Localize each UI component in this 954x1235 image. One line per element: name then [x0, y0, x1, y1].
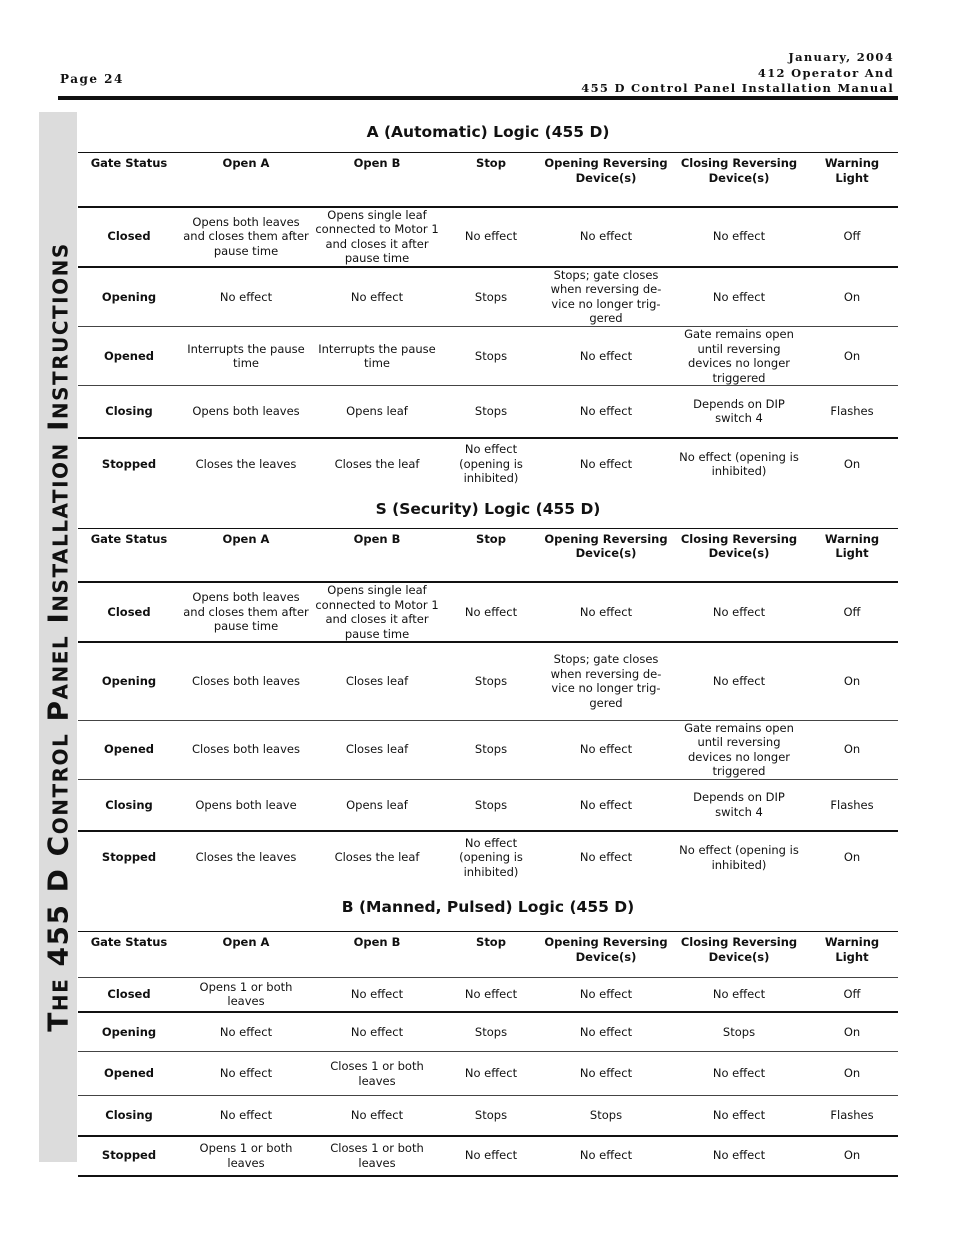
- table-cell: On: [843, 456, 861, 471]
- table-cell: Stops: [474, 742, 508, 757]
- table-cell: No effect: [579, 850, 633, 865]
- table-row: [78, 1012, 898, 1052]
- column-header: Gate Status: [90, 935, 168, 949]
- section-title: A (Automatic) Logic (455 D): [366, 123, 610, 141]
- table-cell: No effect: [712, 1108, 766, 1122]
- table-cell: No effect: [579, 604, 633, 619]
- table-cell: No effect: [219, 1066, 273, 1081]
- gate-status-cell: Opening: [101, 674, 157, 688]
- table-cell: No effect: [579, 797, 633, 812]
- gate-status-cell: Opened: [103, 742, 155, 757]
- column-header: Open B: [353, 531, 401, 546]
- table-row: [78, 207, 898, 267]
- column-header: Closing Reversing Device(s): [680, 156, 798, 185]
- table-cell: On: [843, 289, 861, 304]
- table-cell: No effect (opening is inhibited): [459, 835, 523, 879]
- column-header: Opening Reversing Device(s): [544, 156, 668, 185]
- table-cell: No effect: [579, 348, 633, 363]
- table-cell: No effect: [579, 404, 633, 418]
- table-cell: Gate remains open until reversing devices no longer triggered: [684, 720, 794, 778]
- table-cell: Stops: [474, 797, 508, 812]
- header-line-2: 412 Operator And: [757, 65, 894, 80]
- column-header: Stop: [476, 531, 506, 546]
- table-cell: No effect: [350, 1024, 404, 1039]
- table-cell: Stops; gate closes when reversing de-vice no longer trig-gered: [550, 267, 662, 326]
- column-header: Open A: [222, 156, 270, 170]
- table-cell: On: [843, 1024, 861, 1039]
- table-cell: Flashes: [830, 1108, 874, 1122]
- table-cell: No effect (opening is inhibited): [679, 843, 799, 872]
- table-cell: Closes the leaves: [195, 850, 297, 865]
- table-cell: Stops: [474, 674, 508, 688]
- table-cell: Closes 1 or both leaves: [330, 1059, 424, 1088]
- table-cell: No effect: [219, 1108, 273, 1122]
- table-cell: Stops: [474, 404, 508, 418]
- gate-status-cell: Closed: [107, 604, 151, 619]
- table-row: [78, 1136, 898, 1176]
- table-cell: Gate remains open until reversing devices no longer triggered: [684, 327, 794, 385]
- section-title: B (Manned, Pulsed) Logic (455 D): [341, 898, 635, 916]
- table-cell: Flashes: [830, 404, 874, 418]
- table-cell: No effect: [712, 1066, 766, 1081]
- table-cell: On: [843, 674, 861, 688]
- table-cell: No effect: [464, 1148, 518, 1163]
- gate-status-cell: Closed: [107, 229, 151, 244]
- column-header: Opening Reversing Device(s): [544, 935, 668, 964]
- logic-table: [78, 152, 898, 490]
- table-cell: Interrupts the pause time: [318, 341, 436, 370]
- table-cell: Off: [843, 229, 861, 244]
- table-cell: Stops: [589, 1108, 623, 1122]
- table-cell: No effect: [579, 1024, 633, 1039]
- table-cell: Stops: [474, 289, 508, 304]
- table-cell: Opens 1 or both leaves: [199, 979, 293, 1009]
- section-title: S (Security) Logic (455 D): [375, 499, 601, 518]
- table-cell: Closes both leaves: [192, 674, 300, 688]
- table-cell: No effect: [579, 229, 633, 244]
- table-cell: Stops; gate closes when reversing de-vice no longer trig-gered: [550, 652, 662, 710]
- table-cell: No effect: [579, 1148, 633, 1163]
- table-row: [78, 1096, 898, 1136]
- table-cell: Opens both leaves and closes them after pause time: [183, 214, 309, 258]
- table-cell: Depends on DIP switch 4: [693, 790, 785, 819]
- table-cell: On: [843, 1148, 861, 1163]
- table-cell: Closes leaf: [345, 742, 409, 757]
- table-cell: No effect: [350, 289, 404, 304]
- table-row: [78, 978, 898, 1012]
- gate-status-cell: Stopped: [101, 850, 157, 865]
- column-header: Gate Status: [90, 531, 168, 546]
- gate-status-cell: Stopped: [101, 456, 157, 471]
- table-cell: No effect: [219, 1024, 273, 1039]
- table-cell: No effect: [579, 987, 633, 1001]
- header-date: January, 2004: [788, 50, 894, 64]
- table-row: [78, 267, 898, 327]
- table-row: [78, 438, 898, 490]
- table-cell: Closes the leaf: [334, 456, 420, 471]
- running-header: [581, 50, 894, 97]
- table-row: [78, 720, 898, 779]
- table-cell: No effect: [464, 1066, 518, 1081]
- table-cell: No effect: [579, 742, 633, 757]
- table-cell: On: [843, 1066, 861, 1081]
- column-header: Warning Light: [824, 935, 880, 964]
- table-cell: Opens both leaves and closes them after pause time: [183, 590, 309, 634]
- table-cell: Closes the leaf: [334, 850, 420, 865]
- gate-status-cell: Opening: [101, 289, 157, 304]
- table-cell: Opens 1 or both leaves: [199, 1141, 293, 1170]
- table-cell: On: [843, 742, 861, 757]
- logic-table: [78, 931, 898, 1177]
- column-header: Stop: [476, 156, 506, 170]
- table-cell: Closes the leaves: [195, 456, 297, 471]
- table-row: [78, 779, 898, 831]
- table-row: [78, 386, 898, 438]
- table-cell: Stops: [474, 1024, 508, 1039]
- table-row: [78, 1052, 898, 1096]
- table-cell: No effect: [219, 289, 273, 304]
- table-row: [78, 327, 898, 386]
- table-cell: Stops: [474, 1108, 508, 1122]
- gate-status-cell: Opened: [103, 1066, 155, 1081]
- column-header: Warning Light: [824, 531, 880, 560]
- gate-status-cell: Closing: [105, 404, 153, 418]
- table-cell: Stops: [722, 1024, 756, 1039]
- table-cell: Closes leaf: [345, 674, 409, 688]
- gate-status-cell: Closing: [105, 797, 153, 812]
- table-row: [78, 642, 898, 720]
- page-number: Page 24: [60, 72, 124, 86]
- table-cell: No effect: [464, 987, 518, 1001]
- header-line-3: 455 D Control Panel Installation Manual: [581, 81, 894, 95]
- column-header: Closing Reversing Device(s): [680, 935, 798, 964]
- table-cell: Off: [843, 604, 861, 619]
- column-header: Opening Reversing Device(s): [544, 531, 668, 560]
- table-cell: No effect: [712, 604, 766, 619]
- table-cell: No effect: [350, 1108, 404, 1122]
- table-cell: No effect: [350, 987, 404, 1001]
- table-cell: No effect: [464, 604, 518, 619]
- column-header: Gate Status: [90, 156, 168, 170]
- gate-status-cell: Opening: [101, 1024, 157, 1039]
- table-cell: Opens leaf: [346, 404, 408, 418]
- table-cell: Opens both leave: [195, 797, 297, 812]
- table-cell: No effect (opening is inhibited): [679, 449, 799, 478]
- column-header: Open B: [353, 935, 401, 949]
- header-rule: [58, 96, 898, 100]
- logic-table: [78, 528, 898, 884]
- table-cell: No effect: [712, 987, 766, 1001]
- table-cell: On: [843, 348, 861, 363]
- table-cell: No effect: [579, 1066, 633, 1081]
- side-title-text: The 455 D Control Panel Installation Instructions: [41, 242, 75, 1032]
- table-row: [78, 582, 898, 642]
- table-cell: Closes 1 or both leaves: [330, 1141, 424, 1170]
- table-cell: Stops: [474, 348, 508, 363]
- column-header: Open A: [222, 531, 270, 546]
- column-header: Open A: [222, 935, 270, 949]
- table-cell: No effect: [712, 674, 766, 688]
- table-cell: No effect: [712, 229, 766, 244]
- gate-status-cell: Closed: [107, 987, 151, 1001]
- column-header: Stop: [476, 935, 506, 949]
- gate-status-cell: Opened: [103, 348, 155, 363]
- column-header: Open B: [353, 156, 401, 170]
- table-cell: No effect: [579, 456, 633, 471]
- table-cell: Depends on DIP switch 4: [693, 396, 785, 426]
- table-cell: Off: [843, 987, 861, 1001]
- gate-status-cell: Stopped: [101, 1148, 157, 1163]
- table-cell: Opens leaf: [346, 797, 408, 812]
- table-cell: No effect: [712, 1148, 766, 1163]
- column-header: Warning Light: [824, 156, 880, 185]
- table-cell: Flashes: [830, 797, 874, 812]
- table-cell: Closes both leaves: [192, 742, 300, 757]
- gate-status-cell: Closing: [105, 1108, 153, 1122]
- table-row: [78, 831, 898, 883]
- logic-tables: [78, 112, 898, 1177]
- table-cell: No effect (opening is inhibited): [459, 442, 523, 486]
- table-cell: No effect: [464, 229, 518, 244]
- table-cell: Opens single leaf connected to Motor 1 and closes it after pause time: [315, 583, 439, 641]
- table-cell: Opens single leaf connected to Motor 1 and closes it after pause time: [315, 207, 439, 265]
- column-header: Closing Reversing Device(s): [680, 531, 798, 560]
- table-cell: Opens both leaves: [192, 404, 300, 418]
- table-cell: On: [843, 850, 861, 865]
- table-cell: No effect: [712, 289, 766, 304]
- table-cell: Interrupts the pause time: [187, 341, 305, 370]
